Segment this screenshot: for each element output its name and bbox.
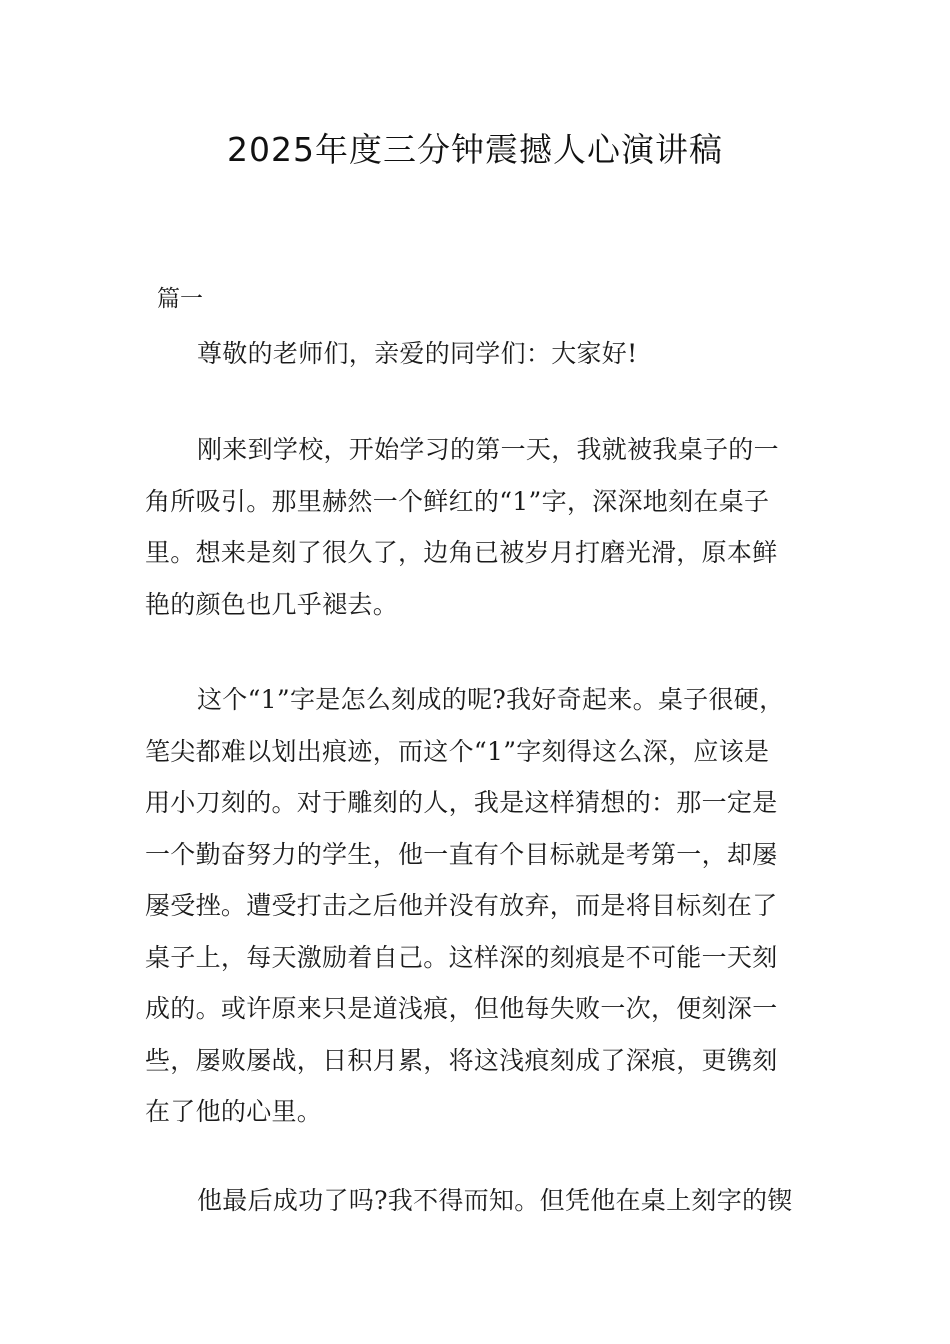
section-label: 篇一 bbox=[157, 286, 203, 312]
paragraph-line: 这个“1”字是怎么刻成的呢?我好奇起来。桌子很硬， bbox=[197, 685, 785, 714]
paragraph-line: 用小刀刻的。对于雕刻的人，我是这样猜想的：那一定是 bbox=[145, 788, 778, 817]
paragraph-line: 里。想来是刻了很久了，边角已被岁月打磨光滑，原本鲜 bbox=[145, 538, 778, 567]
paragraph-line: 角所吸引。那里赫然一个鲜红的“1”字，深深地刻在桌子 bbox=[145, 486, 770, 516]
paragraph-line: 桌子上，每天激励着自己。这样深的刻痕是不可能一天刻 bbox=[145, 942, 778, 972]
document-title: 2025年度三分钟震撼人心演讲稿 bbox=[227, 130, 723, 169]
paragraph-3 bbox=[145, 1175, 835, 1227]
greeting-line: 尊敬的老师们，亲爱的同学们：大家好! bbox=[197, 339, 638, 368]
paragraph-line: 刚来到学校，开始学习的第一天，我就被我桌子的一 bbox=[197, 435, 779, 464]
paragraph-line: 些，屡败屡战，日积月累，将这浅痕刻成了深痕，更镌刻 bbox=[145, 1045, 778, 1075]
paragraph-line: 在了他的心里。 bbox=[145, 1097, 323, 1126]
paragraph-line: 笔尖都难以划出痕迹，而这个“1”字刻得这么深，应该是 bbox=[145, 736, 770, 766]
paragraph-1 bbox=[145, 424, 835, 630]
paragraph-2 bbox=[145, 674, 835, 1138]
greeting-paragraph bbox=[145, 328, 835, 380]
paragraph-line: 艳的颜色也几乎褪去。 bbox=[145, 589, 399, 619]
paragraph-line: 一个勤奋努力的学生，他一直有个目标就是考第一，却屡 bbox=[145, 839, 778, 869]
paragraph-line: 屡受挫。遭受打击之后他并没有放弃，而是将目标刻在了 bbox=[145, 891, 778, 920]
paragraph-line: 成的。或许原来只是道浅痕，但他每失败一次，便刻深一 bbox=[145, 994, 778, 1023]
paragraph-line: 他最后成功了吗?我不得而知。但凭他在桌上刻字的锲 bbox=[197, 1186, 793, 1215]
